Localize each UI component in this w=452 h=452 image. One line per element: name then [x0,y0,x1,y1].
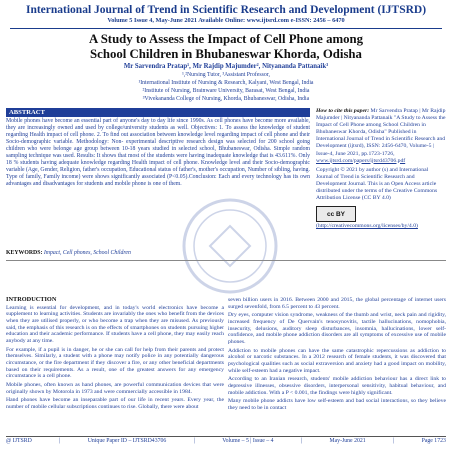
intro-left-column [6,297,224,413]
copyright-text: Copyright © 2021 by author (s) and International Journal of Trend in Scientific Research and Development Journal. This is an Open Access article distributed under the terms of the Creative Commons Attribution License (CC BY 4.0) [316,166,438,202]
creative-commons-logo-icon: cc BY [316,206,356,222]
citation-text: Mr Sarvendra Pratap | Mr Rajdip Majumder | Nityananda Pattanaik "A Study to Assess the Impact of Cell Phone among School Children in Bhubaneswar Khorda, Odisha" Published in International Journal of Trend in Scientific Research and Development (ijtsrd), ISSN: 2456-6470, Volume-5 | Issue-4, June 2021, pp.1723-1726, [316,108,446,157]
intro-paragraph: Dry eyes, computer vision syndrome, weakness of the thumb and wrist, neck pain and rigidity, increased frequency of De Quervain's tenosynovitis, tactile hallucinations, nomophobia, insecurity, delusions, auditory sleep disturbances, insomnia, hallucinations, lower self-confidence, and mobile phone addiction disorders are all symptoms of excessive use of mobile phones. [228,312,446,345]
intro-paragraph: According to an Iranian research, students' mobile addiction behaviour has a direct link to depressive illnesses, obsessive disorders, interpersonal sensitivity, habitual behaviour, and mobile addiction. With a P < 0.001, the findings were highly significant. [228,376,446,396]
footer-divider [6,436,446,437]
intro-right-column [228,297,446,414]
journal-name: International Journal of Trend in Scientific Research and Development (IJTSRD) [25,4,427,16]
footer-paper-id: Unique Paper ID – IJTSRD43706 [87,438,167,444]
abstract-heading: ABSTRACT [6,108,310,117]
intro-paragraph: Mobile phones, often known as hand phones, are powerful communication devices that were originally shown by Motorola in 1973 and were commercially accessible in 1984. [6,381,224,395]
footer-date: May-June 2021 [329,438,366,444]
intro-paragraph: Learning is essential for development, and in today's world electronics have become a supplement to learning activities. Students are invariably the ones who benefit from the devices when they are utilised properly, or who become a trap when they are misused. As previously said, the emphasis of this research is on the effects of smartphones on students pursuing higher education and their academic performance. If students have a cell phone, they may easily reach anybody at any time. [6,304,224,344]
issue-line: Volume 5 Issue 4, May-June 2021 Available Online: www.ijtsrd.com e-ISSN: 2456 – 6470 [107,17,345,24]
journal-watermark-icon [120,196,340,296]
license-link[interactable]: (http://creativecommons.org/licenses/by/4.0) [316,223,418,230]
intro-paragraph: Hand phones have become an inseparable part of our life in recent years. Every year, the number of mobile cellular subscriptions continues to rise. Globally, there were about [6,397,224,410]
journal-header [10,4,442,25]
footer-sep: | [193,438,195,444]
abstract-text: Mobile phones have become an essential part of anyone's day to day life since 1990s. As cell phones have become more available, they are increasingly owned and used by college/university students as well. Objectives: 1. To assess the knowledge of student regarding Health impact of cell phone. 2. To find out association between knowledge level regarding impact of cell phone and their Socio-demographic variable. Methodology: Non- experimental descriptive research design was selected for 200 school going children who were belonge age group between 10-18 years studied in selected school, Bhubaneswar, Odisha. Simple random sampling technique was used. Results: It shows that most of the students were having inadequate knowledge that is 43.611%. Only 18 % students having adequate knowledge regarding Health impact of cell phone. Knowledge level and their Socio-demographic variable (Age, Gender, Religion, father's occupation, Educational status of father's, mother's occupation, Number of sibling, having. Type of family, Family income) were shows significantly associated (P<0.05).Conclusion: Each and every technology has its own advantages and disadvantages for students and mobile phone is one of them. [6,118,310,188]
footer-page-number: Page 1723 [421,438,446,444]
header-divider [10,28,442,29]
title-line-2: School Children in Bhubaneswar Khorda, Odisha [90,46,362,61]
title-line-1: A Study to Assess the Impact of Cell Phone among [88,32,364,46]
footer-volume: Volume – 5 | Issue – 4 [222,438,274,444]
paper-url-link[interactable]: www.ijtsrd.com/papers/ijtsrd43706.pdf [316,157,406,164]
affiliation-line: ¹,²Nursing Tutor, ³Assistant Professor, [182,72,270,78]
section-divider [6,260,446,261]
affiliation-line: ²Institute of Nursing, Brainware University, Barasat, West Bengal, India [142,88,310,94]
page-footer [6,438,446,444]
intro-paragraph: Addiction to mobile phones can have the same catastrophic repercussions as addiction to alcohol or narcotic substances. In a 2012 research of female students, it was discovered that psychological qualities such as social extraversion and anxiety had a good impact on mobility, while self-esteem had a negative impact. [228,347,446,374]
footer-sep: | [59,438,61,444]
intro-paragraph: For example, if a pupil is in danger, he or she can call for help from their parents and protect themselves. Similarly, a student with a phone may notify police in any potentially dangerous circumstance, or the fire department if they discover a fire, or any other beneficial departments based on their requirements. As a result, one of the greatest answers for any emergency circumstance is a cell phone. [6,346,224,380]
footer-sep: | [300,438,303,444]
keywords-value: Impact, Cell phones, School Children [43,250,131,256]
intro-paragraph: seven billion users in 2016. Between 2000 and 2015, the global percentage of internet users surged sevenfold, from 6.5 percent to 43 percent. [228,297,446,310]
affiliation-line: ¹International Institute of Nursing & Research, Kalyani, West Bengal, India [138,80,314,86]
author-list: Mr Sarvendra Pratap¹, Mr Rajdip Majumder², Nityananda Pattanaik³ [123,63,329,70]
paper-title [40,32,412,61]
intro-paragraph: Many mobile phone addicts have low self-esteem and bad social interactions, so they believe they need to be in contact [228,398,446,411]
footer-handle: @ IJTSRD [6,438,32,444]
intro-heading: INTRODUCTION [6,296,57,303]
citation-heading: How to cite this paper: [316,108,370,114]
affiliation-line: ³Vivekananda College of Nursing, Khorda, Bhubaneswar, Odisha, India [142,96,310,102]
footer-sep: | [393,438,395,444]
keywords-label: KEYWORDS: [6,250,43,256]
